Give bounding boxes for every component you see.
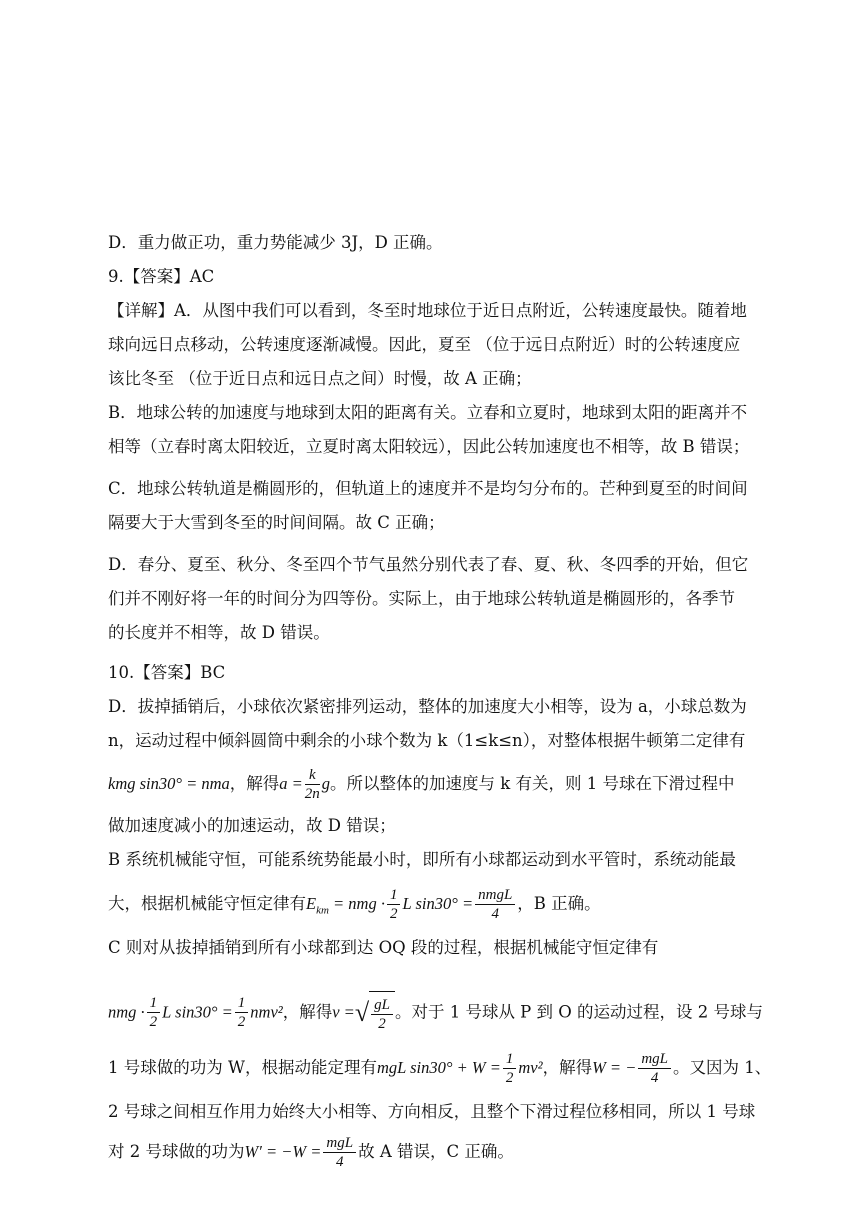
equation: L sin30° = bbox=[402, 894, 474, 913]
text-span: 。对于 1 号球从 P 到 O 的运动过程，设 2 号球与 bbox=[394, 1002, 764, 1022]
answer-heading-9: 9.【答案】AC bbox=[108, 267, 215, 286]
equation: mv² bbox=[518, 1058, 543, 1077]
radical-sign: √ bbox=[354, 998, 370, 1028]
text-line: D．重力做正功，重力势能减少 3J，D 正确。 bbox=[108, 233, 443, 252]
fraction-numerator: 1 bbox=[503, 1050, 517, 1069]
text-line: C．地球公转轨道是椭圆形的，但轨道上的速度并不是均匀分布的。芒种到夏至的时间间 bbox=[108, 479, 748, 498]
fraction-numerator: 1 bbox=[387, 886, 401, 905]
fraction-numerator: gL bbox=[371, 996, 393, 1015]
text-span: ，B 正确。 bbox=[517, 894, 601, 913]
fraction-denominator: 4 bbox=[335, 1154, 344, 1170]
text-line: D．拔掉插销后，小球依次紧密排列运动，整体的加速度大小相等，设为 a，小球总数为 bbox=[108, 697, 747, 716]
fraction-denominator: 4 bbox=[491, 906, 499, 922]
equation: E bbox=[306, 894, 317, 913]
fraction-denominator: 2 bbox=[389, 906, 398, 922]
fraction-denominator: 2n bbox=[304, 786, 320, 802]
equation: g bbox=[321, 774, 331, 793]
fraction bbox=[371, 996, 393, 1033]
equation: a = bbox=[279, 774, 303, 793]
equation: v = bbox=[332, 1002, 355, 1022]
fraction-numerator: nmgL bbox=[475, 886, 515, 905]
fraction-denominator: 2 bbox=[237, 1014, 246, 1031]
fraction-denominator: 4 bbox=[650, 1070, 659, 1086]
fraction bbox=[503, 1050, 517, 1087]
fraction-numerator: mgL bbox=[638, 1050, 671, 1069]
equation-line bbox=[108, 1048, 772, 1088]
equation-line bbox=[108, 1132, 767, 1172]
equation: W = − bbox=[592, 1058, 637, 1077]
text-line: 隔要大于大雪到冬至的时间间隔。故 C 正确； bbox=[108, 513, 445, 532]
text-line: C 则对从拔掉插销到所有小球都到达 OQ 段的过程，根据机械能守恒定律有 bbox=[108, 938, 659, 957]
equation-line bbox=[108, 884, 767, 930]
text-span: ，解得 bbox=[542, 1058, 593, 1077]
fraction bbox=[475, 886, 515, 923]
equation: W′ = −W = bbox=[244, 1142, 322, 1161]
text-span: 1 号球做的功为 W，根据动能定理有 bbox=[108, 1058, 377, 1077]
fraction bbox=[305, 766, 320, 803]
subscript: km bbox=[316, 904, 329, 917]
equation: L sin30° = bbox=[162, 1002, 233, 1022]
equation-line bbox=[108, 990, 767, 1036]
fraction-denominator: 2 bbox=[149, 1014, 158, 1031]
radicand bbox=[369, 991, 395, 1036]
text-span: 。所以整体的加速度与 k 有关，则 1 号球在下滑过程中 bbox=[330, 774, 735, 793]
text-span: 。又因为 1、 bbox=[673, 1058, 772, 1077]
fraction bbox=[147, 994, 161, 1031]
fraction-denominator: 2 bbox=[378, 1016, 386, 1033]
fraction bbox=[638, 1050, 671, 1087]
square-root bbox=[355, 990, 395, 1036]
fraction bbox=[323, 1134, 356, 1171]
equation: mgL sin30° + W = bbox=[376, 1058, 501, 1077]
text-span: ，解得 bbox=[282, 1002, 333, 1022]
text-span: ，解得 bbox=[229, 774, 280, 793]
text-line: 【详解】A．从图中我们可以看到，冬至时地球位于近日点附近，公转速度最快。随着地 bbox=[108, 301, 747, 320]
fraction bbox=[235, 994, 249, 1031]
equation: nmv² bbox=[250, 1002, 283, 1022]
text-line: 2 号球之间相互作用力始终大小相等、方向相反，且整个下滑过程位移相同，所以 1 号球 bbox=[108, 1102, 756, 1121]
text-line: B 系统机械能守恒，可能系统势能最小时，即所有小球都运动到水平管时，系统动能最 bbox=[108, 850, 736, 869]
text-line: 球向远日点移动，公转速度逐渐减慢。因此，夏至 （位于远日点附近）时的公转速度应 bbox=[108, 335, 741, 354]
fraction bbox=[387, 886, 401, 923]
text-line: 相等（立春时离太阳较近，立夏时离太阳较远），因此公转加速度也不相等，故 B 错误； bbox=[108, 437, 750, 456]
text-span: 故 A 错误，C 正确。 bbox=[358, 1142, 514, 1161]
fraction-numerator: mgL bbox=[323, 1134, 356, 1153]
equation: kmg sin30° = nma bbox=[108, 774, 230, 793]
text-span: 大，根据机械能守恒定律有 bbox=[108, 894, 306, 913]
fraction-numerator: 1 bbox=[235, 994, 249, 1013]
text-line: 们并不刚好将一年的时间分为四等份。实际上，由于地球公转轨道是椭圆形的，各季节 bbox=[108, 589, 735, 608]
fraction-numerator: k bbox=[305, 766, 320, 785]
equation: nmg · bbox=[108, 1002, 145, 1022]
equation: = nmg · bbox=[328, 894, 385, 913]
equation-line bbox=[108, 764, 767, 804]
fraction-numerator: 1 bbox=[147, 994, 161, 1013]
answer-heading-10: 10.【答案】BC bbox=[108, 663, 226, 682]
fraction-denominator: 2 bbox=[505, 1070, 514, 1086]
text-line: D．春分、夏至、秋分、冬至四个节气虽然分别代表了春、夏、秋、冬四季的开始，但它 bbox=[108, 555, 749, 574]
text-line: 做加速度减小的加速运动，故 D 错误； bbox=[108, 816, 396, 835]
text-line: n，运动过程中倾斜圆筒中剩余的小球个数为 k（1≤k≤n），对整体根据牛顿第二定律有 bbox=[108, 731, 746, 750]
text-line: 的长度并不相等，故 D 错误。 bbox=[108, 623, 330, 642]
text-line: 该比冬至 （位于近日点和远日点之间）时慢，故 A 正确； bbox=[108, 369, 532, 388]
text-line: B．地球公转的加速度与地球到太阳的距离有关。立春和立夏时，地球到太阳的距离并不 bbox=[108, 403, 748, 422]
text-span: 对 2 号球做的功为 bbox=[108, 1142, 245, 1161]
